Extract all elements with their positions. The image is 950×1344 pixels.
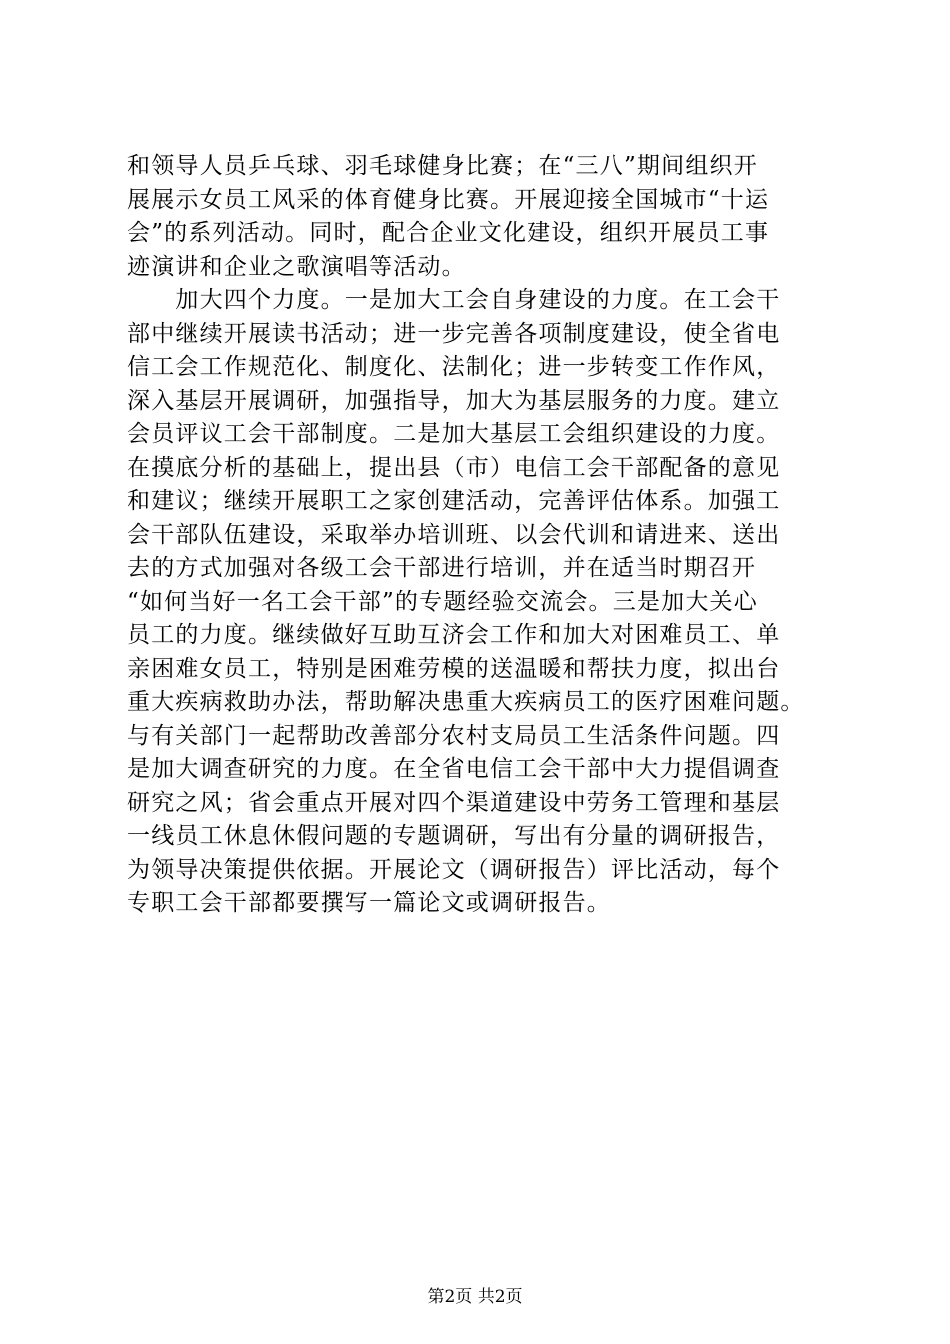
text-line: 深入基层开展调研，加强指导，加大为基层服务的力度。建立: [127, 387, 781, 414]
text-line: 迹演讲和企业之歌演唱等活动。: [127, 253, 466, 280]
text-line: 加大四个力度。一是加大工会自身建设的力度。在工会干: [127, 287, 781, 313]
text-line: 为领导决策提供依据。开展论文（调研报告）评比活动，每个: [127, 856, 781, 883]
text-line: 员工的力度。继续做好互助互济会工作和加大对困难员工、单: [127, 622, 781, 648]
page-number: 第2页 共2页: [427, 1287, 523, 1307]
text-line: 会员评议工会干部制度。二是加大基层工会组织建设的力度。: [127, 421, 781, 447]
text-line: 展展示女员工风采的体育健身比赛。开展迎接全国城市“十运: [127, 186, 770, 213]
text-line: 会干部队伍建设，采取举办培训班、以会代训和请进来、送出: [127, 521, 781, 548]
text-line: 亲困难女员工，特别是困难劳模的送温暖和帮扶力度，拟出台: [127, 655, 781, 682]
text-line: 和领导人员乒乓球、羽毛球健身比赛；在“三八”期间组织开: [127, 153, 758, 179]
text-line: 信工会工作规范化、制度化、法制化；进一步转变工作作风，: [127, 354, 781, 380]
text-line: 部中继续开展读书活动；进一步完善各项制度建设，使全省电: [127, 320, 781, 347]
body-text: [127, 150, 849, 921]
text-line: 一线员工休息休假问题的专题调研，写出有分量的调研报告，: [127, 823, 781, 849]
text-line: 在摸底分析的基础上，提出县（市）电信工会干部配备的意见: [127, 454, 781, 481]
text-line: 会”的系列活动。同时，配合企业文化建设，组织开展员工事: [127, 220, 770, 246]
text-line: 与有关部门一起帮助改善部分农村支局员工生活条件问题。四: [127, 722, 781, 749]
text-line: 和建议；继续开展职工之家创建活动，完善评估体系。加强工: [127, 488, 781, 514]
text-line: “如何当好一名工会干部”的专题经验交流会。三是加大关心: [127, 588, 758, 615]
text-line: 去的方式加强对各级工会干部进行培训，并在适当时期召开: [127, 555, 757, 581]
text-line: 专职工会干部都要撰写一篇论文或调研报告。: [127, 890, 611, 916]
text-line: 是加大调查研究的力度。在全省电信工会干部中大力提倡调查: [127, 756, 781, 782]
text-line: 重大疾病救助办法，帮助解决患重大疾病员工的医疗困难问题。: [127, 689, 805, 715]
page-footer: [0, 1286, 950, 1308]
text-line: 研究之风；省会重点开展对四个渠道建设中劳务工管理和基层: [127, 789, 781, 816]
